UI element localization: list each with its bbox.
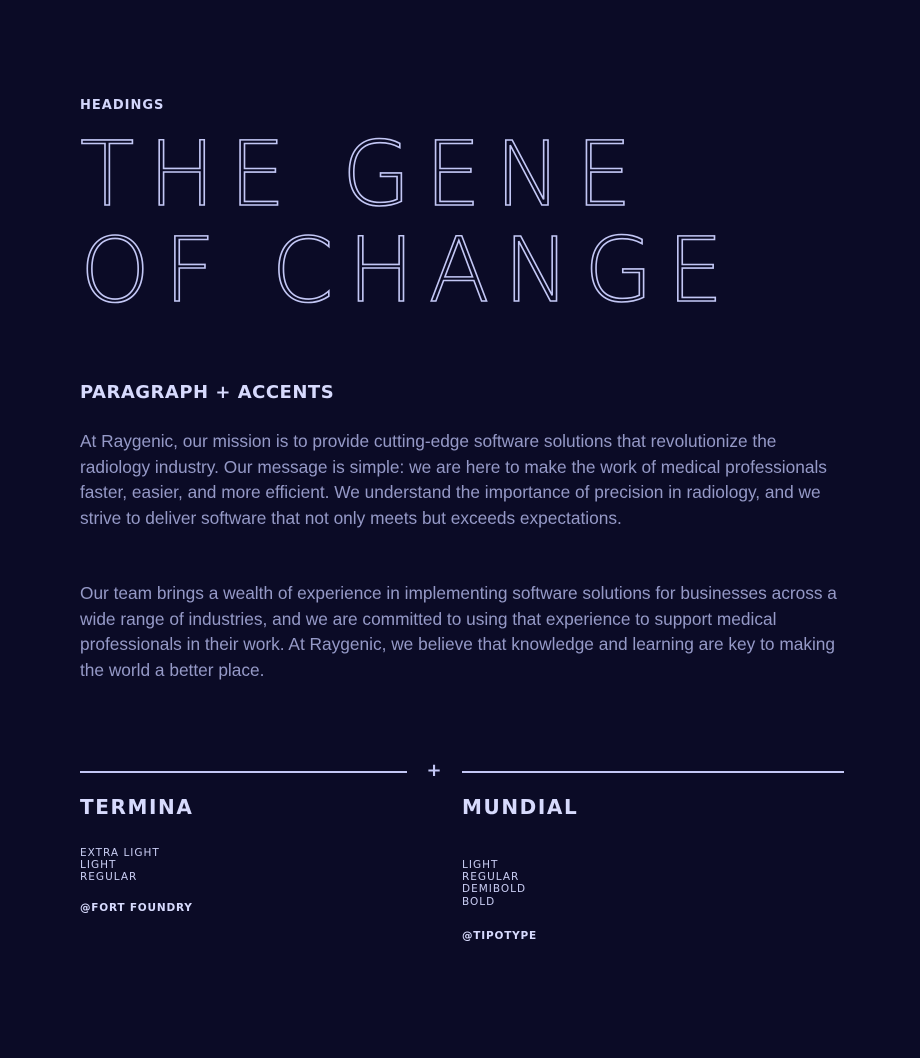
font-name: TERMINA [80, 795, 194, 819]
font-weight-item: REGULAR [80, 871, 138, 884]
font-weights-list [80, 847, 193, 884]
typography-sheet [80, 0, 844, 1058]
font-weight-item: EXTRA LIGHT [80, 847, 160, 859]
hero-heading [80, 122, 738, 322]
font-weight-item: LIGHT [80, 859, 117, 872]
font-name: MUNDIAL [462, 795, 579, 819]
paragraph-section-title: PARAGRAPH + ACCENTS [80, 382, 335, 403]
divider-line-left [80, 771, 407, 773]
font-weights-list [462, 859, 578, 908]
divider-line-right [462, 771, 844, 773]
font-weight-item: REGULAR [462, 871, 520, 884]
paragraph-2: Our team brings a wealth of experience in implementing software solutions for businesses across a wide range of industries, and we are committed to using that experience to support medical professionals in their work. At Raygenic, we believe that knowledge and learning are key to making the world a better place. [80, 583, 837, 680]
font-card-mundial [462, 795, 578, 942]
font-card-termina [80, 795, 193, 914]
font-foundry: @FORT FOUNDRY [80, 901, 193, 914]
font-weight-item: DEMIBOLD [462, 883, 527, 896]
headings-label: HEADINGS [80, 98, 165, 113]
plus-icon: + [426, 760, 442, 781]
paragraph-1: At Raygenic, our mission is to provide cutting-edge software solutions that revolutionize the radiology industry. Our message is simple: we are here to make the work of medical professionals faster, easier, and more efficient. We understand the importance of precision in radiology, and we strive to deliver software that not only meets but exceeds expectations. [80, 431, 827, 528]
font-foundry: @TIPOTYPE [462, 929, 538, 942]
hero-line-1: THE GENE [80, 122, 646, 226]
hero-line-2: OF CHANGE [80, 218, 738, 322]
font-weight-item: LIGHT [462, 859, 499, 871]
font-weight-item: BOLD [462, 895, 496, 908]
